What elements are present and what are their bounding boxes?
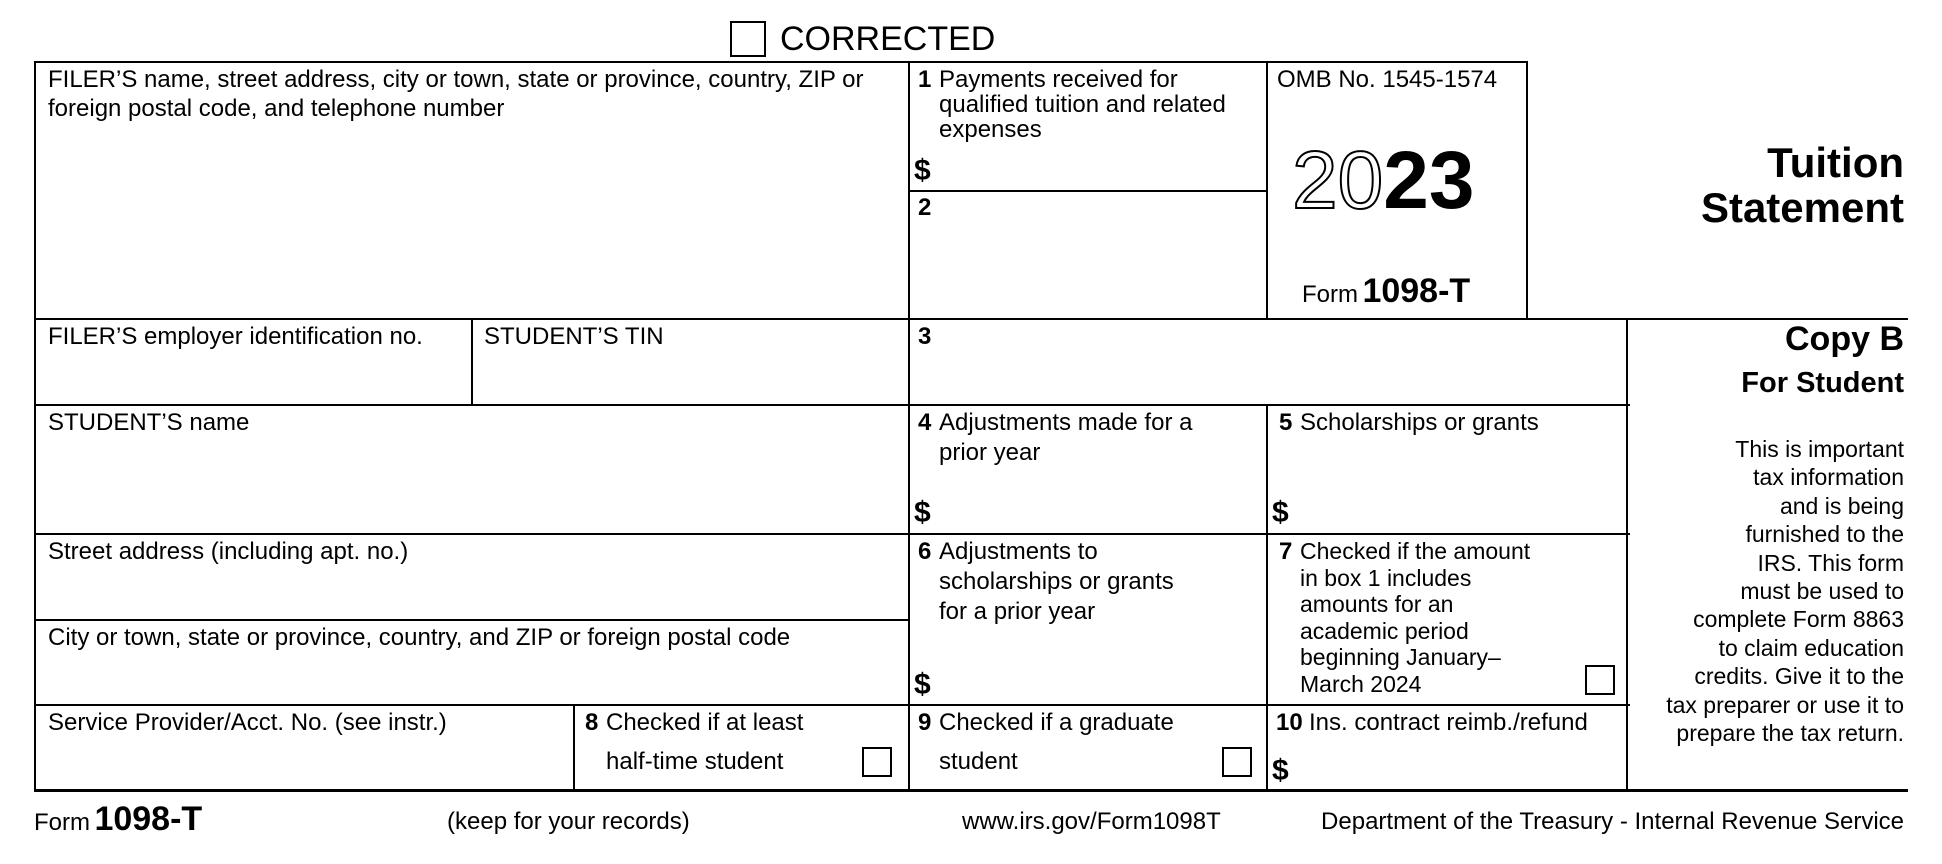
box2-number: 2 bbox=[918, 194, 932, 221]
footer-form-id bbox=[34, 800, 202, 839]
corrected-checkbox[interactable] bbox=[730, 21, 766, 57]
box4-label-line1: Adjustments made for a bbox=[939, 409, 1193, 436]
omb-form-number: 1098-T bbox=[1362, 272, 1471, 310]
ein-divider bbox=[471, 318, 473, 405]
box8-label-line1: Checked if at least bbox=[606, 709, 804, 736]
box7-label-line: in box 1 includes bbox=[1300, 564, 1472, 591]
box1-label-line3: expenses bbox=[939, 116, 1042, 143]
box5-left-border bbox=[1266, 404, 1268, 791]
box1-dollar-sign: $ bbox=[914, 154, 931, 187]
student-tin-label: STUDENT’S TIN bbox=[484, 323, 664, 350]
omb-number: OMB No. 1545-1574 bbox=[1277, 66, 1498, 93]
copy-notice bbox=[1666, 435, 1904, 747]
box7-label bbox=[1300, 538, 1530, 698]
filer-name-label-line2: foreign postal code, and telephone number bbox=[48, 95, 505, 122]
footer-keep-notice: (keep for your records) bbox=[447, 808, 690, 835]
form-title-line2: Statement bbox=[1700, 184, 1904, 231]
omb-form-id bbox=[1302, 272, 1470, 311]
student-name-label: STUDENT’S name bbox=[48, 409, 250, 436]
form-top-border bbox=[34, 61, 1528, 63]
footer-form-number: 1098-T bbox=[94, 800, 203, 838]
box1-label-line2: qualified tuition and related bbox=[939, 91, 1226, 118]
copy-notice-line: to claim education bbox=[1718, 634, 1904, 661]
box6-number: 6 bbox=[918, 538, 932, 565]
city-label: City or town, state or province, country, and ZIP or foreign postal code bbox=[48, 624, 791, 651]
box10-number: 10 bbox=[1276, 709, 1303, 736]
box3-number: 3 bbox=[918, 323, 932, 350]
corrected-label: CORRECTED bbox=[780, 20, 996, 58]
box7-label-line: March 2024 bbox=[1300, 670, 1422, 697]
street-address-label: Street address (including apt. no.) bbox=[48, 538, 409, 565]
omb-right-border bbox=[1526, 61, 1528, 319]
copy-subtitle: For Student bbox=[1741, 367, 1904, 399]
copy-notice-line: prepare the tax return. bbox=[1676, 720, 1904, 747]
footer-url[interactable]: www.irs.gov/Form1098T bbox=[962, 808, 1221, 835]
form-left-border bbox=[34, 61, 36, 791]
box8-checkbox[interactable] bbox=[862, 747, 892, 777]
box7-checkbox[interactable] bbox=[1585, 665, 1615, 695]
box8-number: 8 bbox=[585, 709, 599, 736]
copy-notice-line: and is being bbox=[1779, 492, 1904, 519]
box9-number: 9 bbox=[918, 709, 932, 736]
box1-number: 1 bbox=[918, 66, 932, 93]
box7-label-line: beginning January– bbox=[1300, 644, 1501, 671]
copy-notice-line: credits. Give it to the bbox=[1694, 663, 1904, 690]
footer-department: Department of the Treasury - Internal Revenue Service bbox=[1321, 808, 1904, 835]
box4-dollar-sign: $ bbox=[914, 496, 931, 529]
filer-ein-label: FILER’S employer identification no. bbox=[48, 323, 423, 350]
box1-label-line1: Payments received for bbox=[939, 66, 1178, 93]
form-title bbox=[1701, 140, 1904, 230]
box10-dollar-sign: $ bbox=[1272, 754, 1289, 787]
box10-label: Ins. contract reimb./refund bbox=[1309, 709, 1588, 736]
omb-left-border bbox=[1266, 61, 1268, 319]
box9-label-line2: student bbox=[939, 748, 1018, 775]
service-divider bbox=[573, 704, 575, 791]
main-divider bbox=[908, 61, 910, 791]
box9-checkbox[interactable] bbox=[1222, 747, 1252, 777]
filer-name-label-line1: FILER’S name, street address, city or town, state or province, country, ZIP or bbox=[48, 66, 864, 93]
row4-bottom-border bbox=[34, 704, 1630, 706]
tax-year-outline: 20 bbox=[1292, 135, 1384, 226]
box7-number: 7 bbox=[1279, 538, 1293, 565]
copy-notice-line: must be used to bbox=[1740, 578, 1904, 605]
copy-notice-line: complete Form 8863 bbox=[1693, 606, 1904, 633]
copy-notice-line: IRS. This form bbox=[1757, 549, 1904, 576]
copy-title: Copy B bbox=[1785, 320, 1904, 358]
box7-label-line: academic period bbox=[1300, 617, 1469, 644]
box6-label-line1: Adjustments to bbox=[939, 538, 1098, 565]
copy-notice-line: tax information bbox=[1753, 464, 1904, 491]
row3-bottom-border bbox=[34, 533, 1630, 535]
box6-dollar-sign: $ bbox=[914, 668, 931, 701]
box1-bottom-border bbox=[908, 190, 1266, 192]
copy-notice-line: This is important bbox=[1735, 436, 1904, 462]
box4-label-line2: prior year bbox=[939, 439, 1041, 466]
tax-year-bold: 23 bbox=[1383, 135, 1475, 226]
box5-label: Scholarships or grants bbox=[1300, 409, 1539, 436]
box5-number: 5 bbox=[1279, 409, 1293, 436]
box7-label-line: amounts for an bbox=[1300, 591, 1454, 618]
box4-number: 4 bbox=[918, 409, 932, 436]
copy-notice-line: tax preparer or use it to bbox=[1666, 691, 1904, 718]
form-title-line1: Tuition bbox=[1767, 139, 1904, 186]
copy-left-border bbox=[1626, 318, 1628, 791]
box6-label-line2: scholarships or grants bbox=[939, 568, 1174, 595]
omb-form-prefix: Form bbox=[1302, 281, 1358, 308]
copy-notice-line: furnished to the bbox=[1745, 521, 1904, 548]
street-bottom-border bbox=[34, 619, 908, 621]
box6-label-line3: for a prior year bbox=[939, 598, 1096, 625]
service-provider-label: Service Provider/Acct. No. (see instr.) bbox=[48, 709, 447, 736]
box5-dollar-sign: $ bbox=[1272, 496, 1289, 529]
footer-form-prefix: Form bbox=[34, 809, 90, 836]
tax-year bbox=[1292, 135, 1475, 226]
box8-label-line2: half-time student bbox=[606, 748, 784, 775]
box9-label-line1: Checked if a graduate bbox=[939, 709, 1174, 736]
row2-bottom-border bbox=[34, 404, 1630, 406]
box7-label-line: Checked if the amount bbox=[1300, 538, 1531, 564]
